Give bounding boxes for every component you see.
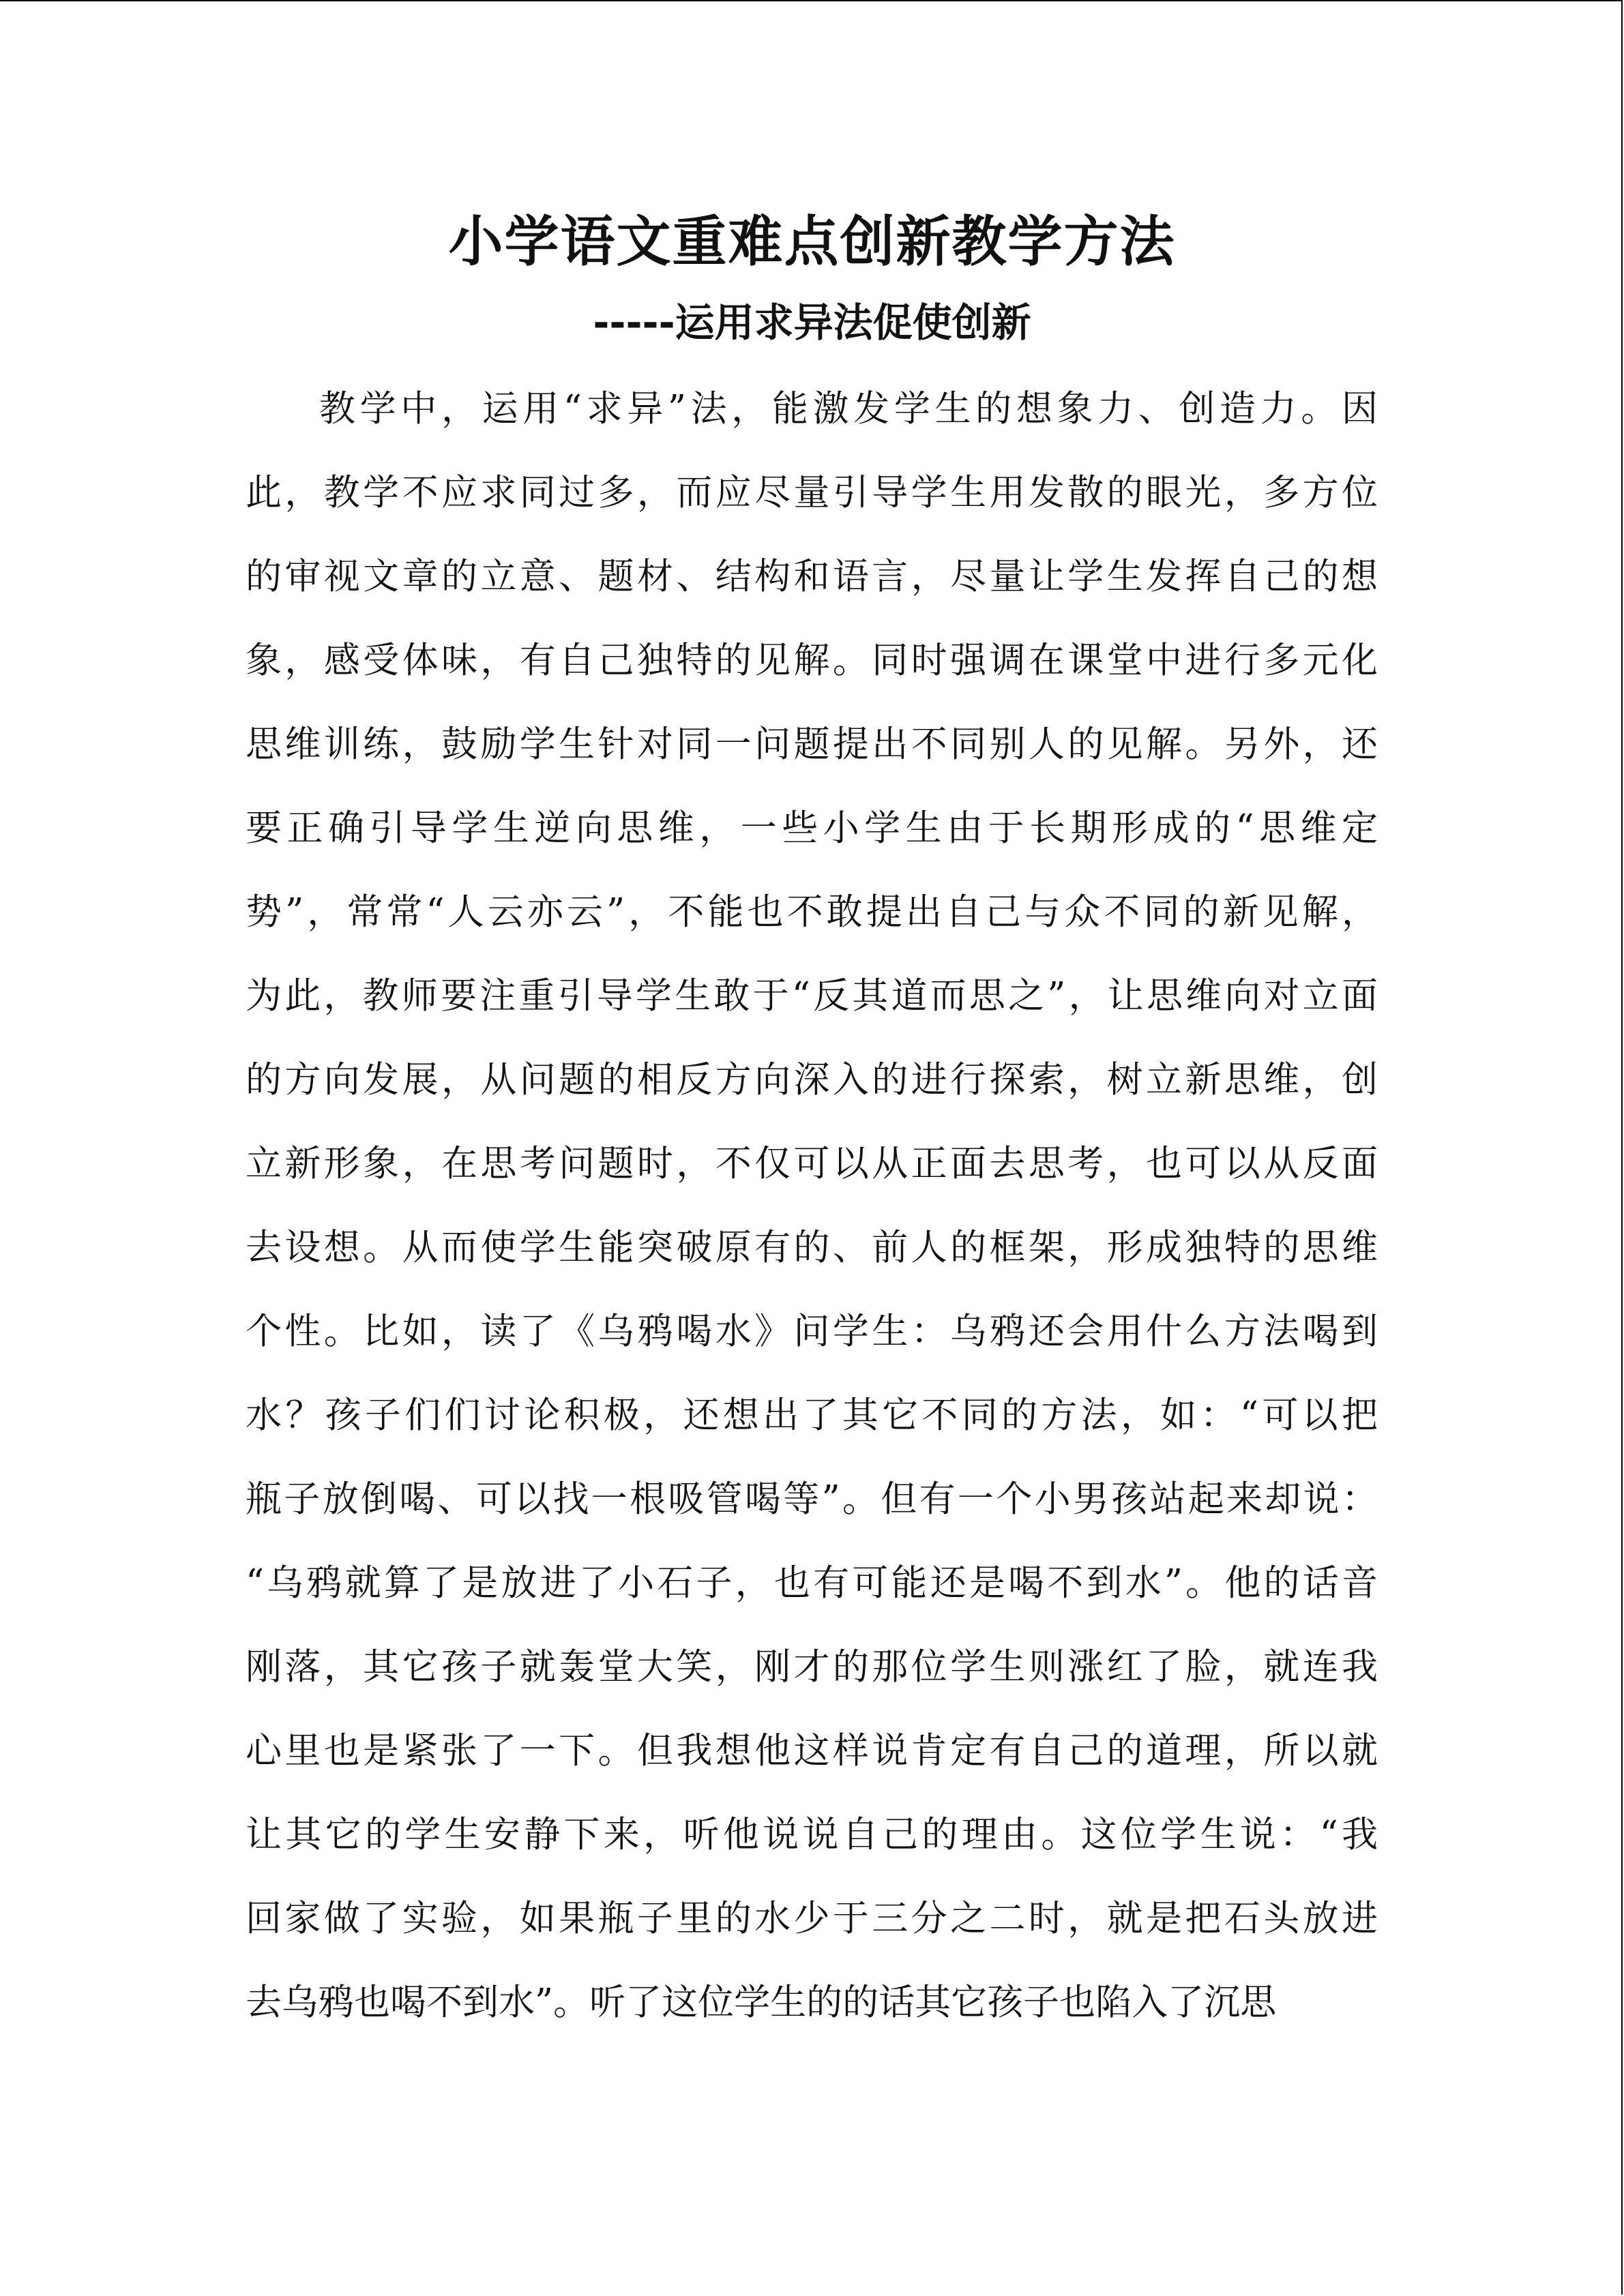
body-line: 立新形象，在思考问题时，不仅可以从正面去思考，也可以从反面 xyxy=(246,1143,1378,1184)
body-line: 思维训练，鼓励学生针对同一问题提出不同别人的见解。另外，还 xyxy=(246,724,1378,765)
body-line: “乌鸦就算了是放进了小石子，也有可能还是喝不到水”。他的话音 xyxy=(246,1562,1378,1604)
body-line: 水？孩子们们讨论积极，还想出了其它不同的方法，如：“可以把 xyxy=(246,1395,1378,1436)
body-line: 让其它的学生安静下来，听他说说自己的理由。这位学生说：“我 xyxy=(246,1814,1378,1855)
body-line: 刚落，其它孩子就轰堂大笑，刚才的那位学生则涨红了脸，就连我 xyxy=(246,1646,1378,1688)
body-line: 为此，教师要注重引导学生敢于“反其道而思之”，让思维向对立面 xyxy=(246,975,1378,1017)
body-line: 此，教学不应求同过多，而应尽量引导学生用发散的眼光，多方位 xyxy=(246,472,1378,513)
body-line: 回家做了实验，如果瓶子里的水少于三分之二时，就是把石头放进 xyxy=(246,1898,1378,1939)
body-line: 象，感受体味，有自己独特的见解。同时强调在课堂中进行多元化 xyxy=(246,640,1378,681)
body-line: 去乌鸦也喝不到水”。听了这位学生的的话其它孩子也陷入了沉思 xyxy=(246,1982,1277,2023)
body-line: 教学中，运用“求异”法，能激发学生的想象力、创造力。因 xyxy=(319,388,1378,430)
body-line: 瓶子放倒喝、可以找一根吸管喝等”。但有一个小男孩站起来却说： xyxy=(246,1478,1378,1520)
body-line: 势”，常常“人云亦云”，不能也不敢提出自己与众不同的新见解， xyxy=(246,891,1378,933)
body-line: 去设想。从而使学生能突破原有的、前人的框架，形成独特的思维 xyxy=(246,1227,1378,1268)
body-line: 的方向发展，从问题的相反方向深入的进行探索，树立新思维，创 xyxy=(246,1059,1378,1101)
body-line: 的审视文章的立意、题材、结构和语言，尽量让学生发挥自己的想 xyxy=(246,556,1378,597)
body-line: 要正确引导学生逆向思维，一些小学生由于长期形成的“思维定 xyxy=(246,807,1378,849)
document-title: 小学语文重难点创新教学方法 xyxy=(448,210,1176,273)
document-subtitle: -----运用求异法促使创新 xyxy=(593,299,1031,346)
body-line: 心里也是紧张了一下。但我想他这样说肯定有自己的道理，所以就 xyxy=(246,1730,1378,1772)
body-line: 个性。比如，读了《乌鸦喝水》问学生：乌鸦还会用什么方法喝到 xyxy=(246,1311,1378,1352)
